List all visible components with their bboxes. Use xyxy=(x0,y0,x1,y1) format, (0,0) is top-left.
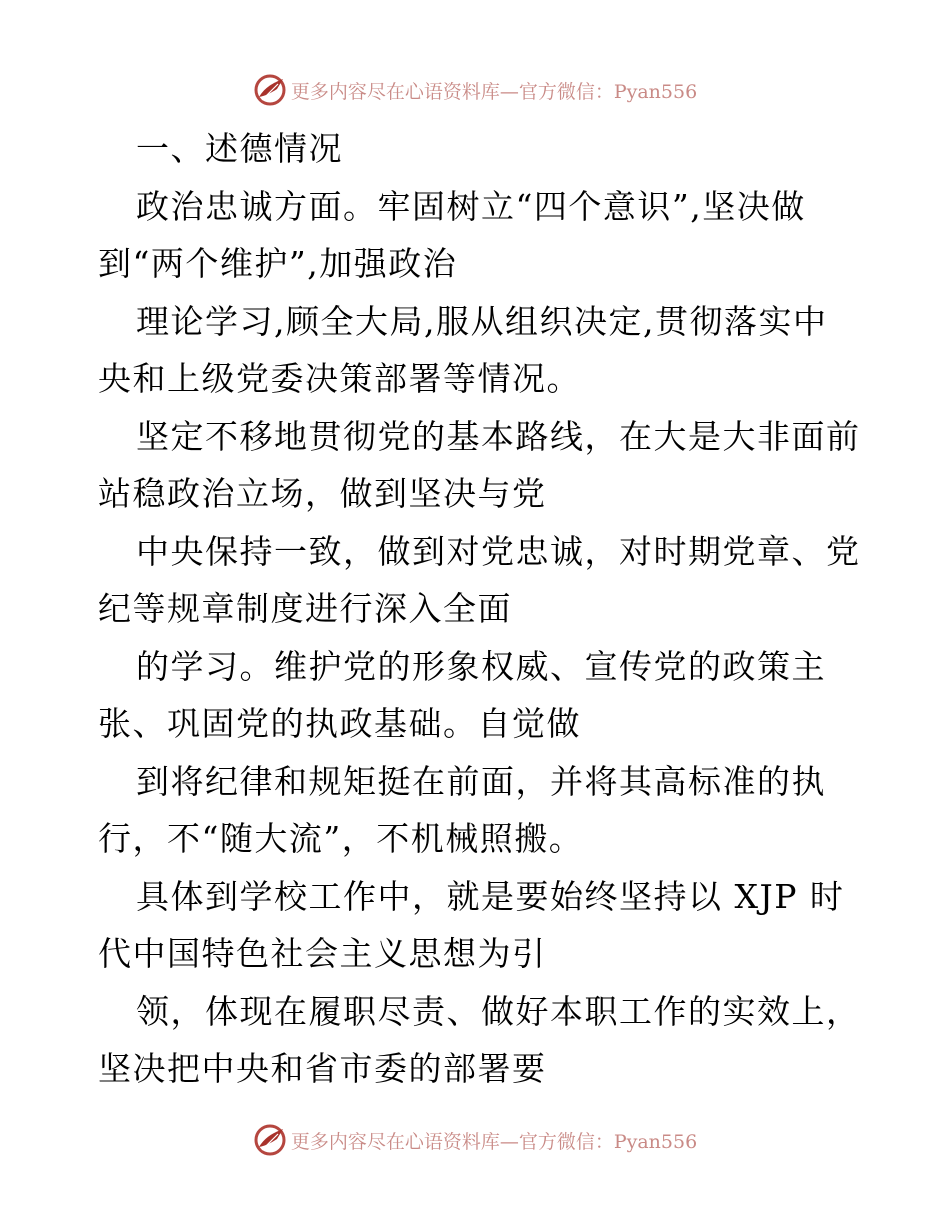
watermark-banner-bottom xyxy=(0,1120,950,1160)
paragraph-line: 站稳政治立场，做到坚决与党 xyxy=(98,474,547,513)
ink-pen-circle-logo xyxy=(253,73,287,107)
paragraph-line: 中央保持一致，做到对党忠诚，对时期党章、党 xyxy=(136,531,861,571)
paragraph-line: 行，不“随大流”，不机械照搬。 xyxy=(98,819,584,858)
paragraph-line: 坚决把中央和省市委的部署要 xyxy=(98,1049,547,1088)
paragraph-line: 具体到学校工作中，就是要始终坚持以 XJP 时 xyxy=(136,876,845,916)
ink-pen-circle-logo xyxy=(253,1123,287,1157)
document-body xyxy=(98,120,861,1098)
paragraph-line: 纪等规章制度进行深入全面 xyxy=(98,589,512,628)
paragraph-line: 政治忠诚方面。牢固树立“四个意识”,坚决做 xyxy=(136,186,806,226)
paragraph-line: 到“两个维护”,加强政治 xyxy=(98,244,458,283)
paragraph-line: 到将纪律和规矩挺在前面，并将其高标准的执 xyxy=(136,761,826,801)
watermark-text: 更多内容尽在心语资料库—官方微信：Pyan556 xyxy=(290,80,698,103)
paragraph-line: 理论学习,顾全大局,服从组织决定,贯彻落实中 xyxy=(136,301,828,341)
watermark-banner-top xyxy=(0,70,950,110)
section-heading: 一、述德情况 xyxy=(136,129,343,168)
watermark-text: 更多内容尽在心语资料库—官方微信：Pyan556 xyxy=(290,1130,698,1153)
paragraph-line: 坚定不移地贯彻党的基本路线，在大是大非面前 xyxy=(136,416,861,456)
paragraph-line: 张、巩固党的执政基础。自觉做 xyxy=(98,704,581,743)
paragraph-line: 代中国特色社会主义思想为引 xyxy=(98,934,547,973)
paragraph-line: 的学习。维护党的形象权威、宣传党的政策主 xyxy=(136,646,826,686)
paragraph-line: 央和上级党委决策部署等情况。 xyxy=(98,359,581,398)
paragraph-line: 领，体现在履职尽责、做好本职工作的实效上， xyxy=(136,991,861,1031)
